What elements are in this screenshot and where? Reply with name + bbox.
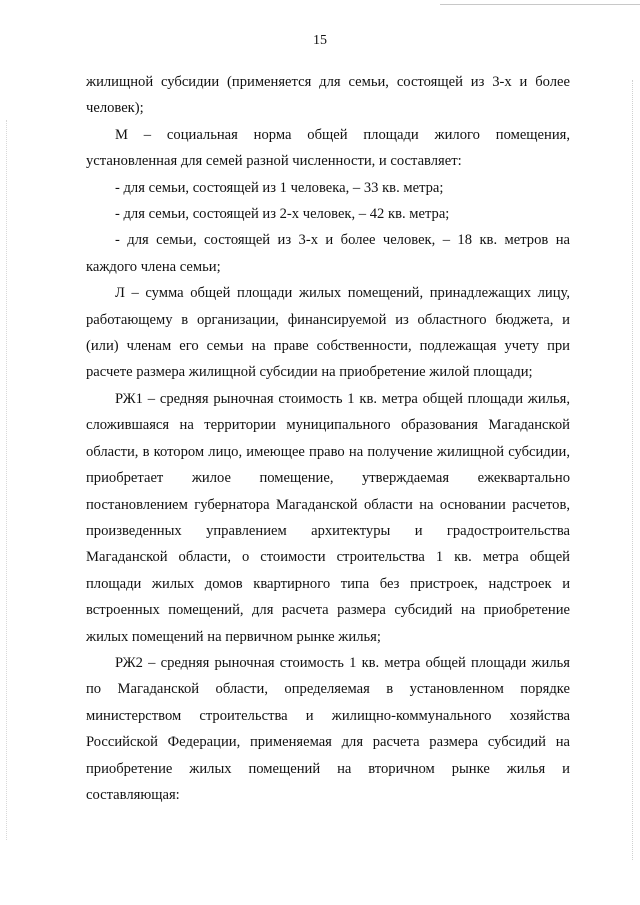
scan-edge-left — [6, 120, 8, 840]
scan-edge-top — [440, 4, 640, 5]
paragraph-subsidy-continuation: жилищной субсидии (применяется для семьи, состоящей из 3-х и более человек); — [86, 74, 570, 117]
list-item-one-person: - для семьи, состоящей из 1 человека, – 33 кв. метра; — [115, 179, 444, 196]
document-body — [86, 69, 570, 808]
paragraph-l-definition: Л – сумма общей площади жилых помещений, принадлежащих лицу, работающему в организации, финансируемой из областного бюджета, и (или) членам его семьи на праве собственности, подлежащая учету при расчете размера жилищной субсидии на приобретение жилой площади; — [86, 285, 570, 381]
list-item-two-persons: - для семьи, состоящей из 2-х человек, – 42 кв. метра; — [115, 206, 450, 223]
page-number: 15 — [313, 33, 327, 48]
list-item-three-persons: - для семьи, состоящей из 3-х и более человек, – 18 кв. метров на каждого члена семьи; — [86, 232, 570, 275]
paragraph-m-definition: М – социальная норма общей площади жилого помещения, установленная для семей разной численности, и составляет: — [86, 126, 570, 170]
scan-edge-right — [632, 80, 634, 860]
paragraph-rzh2-definition: РЖ2 – средняя рыночная стоимость 1 кв. метра общей площади жилья по Магаданской области, определяемая в установленном порядке министерством строительства и жилищно-коммунального хозяйства Российской Федерации, применяемая для расчета размера субсидий на приобретение жилых помещений на вторичном рынке жилья и составляющая: — [86, 654, 570, 803]
paragraph-rzh1-definition: РЖ1 – средняя рыночная стоимость 1 кв. метра общей площади жилья, сложившаяся на территории муниципального образования Магаданской области, в котором лицо, имеющее право на получение жилищной субсидии, приобретает жилое помещение, утверждаемая ежеквартально постановлением губернатора Магаданской области на основании расчетов, произведенных управлением архитектуры и градостроительства Магаданской области, о стоимости строительства 1 кв. метра общей площади жилых домов квартирного типа без пристроек, надстроек и встроенных помещений, для расчета размера субсидий на приобретение жилых помещений на первичном рынке жилья; — [86, 390, 570, 645]
